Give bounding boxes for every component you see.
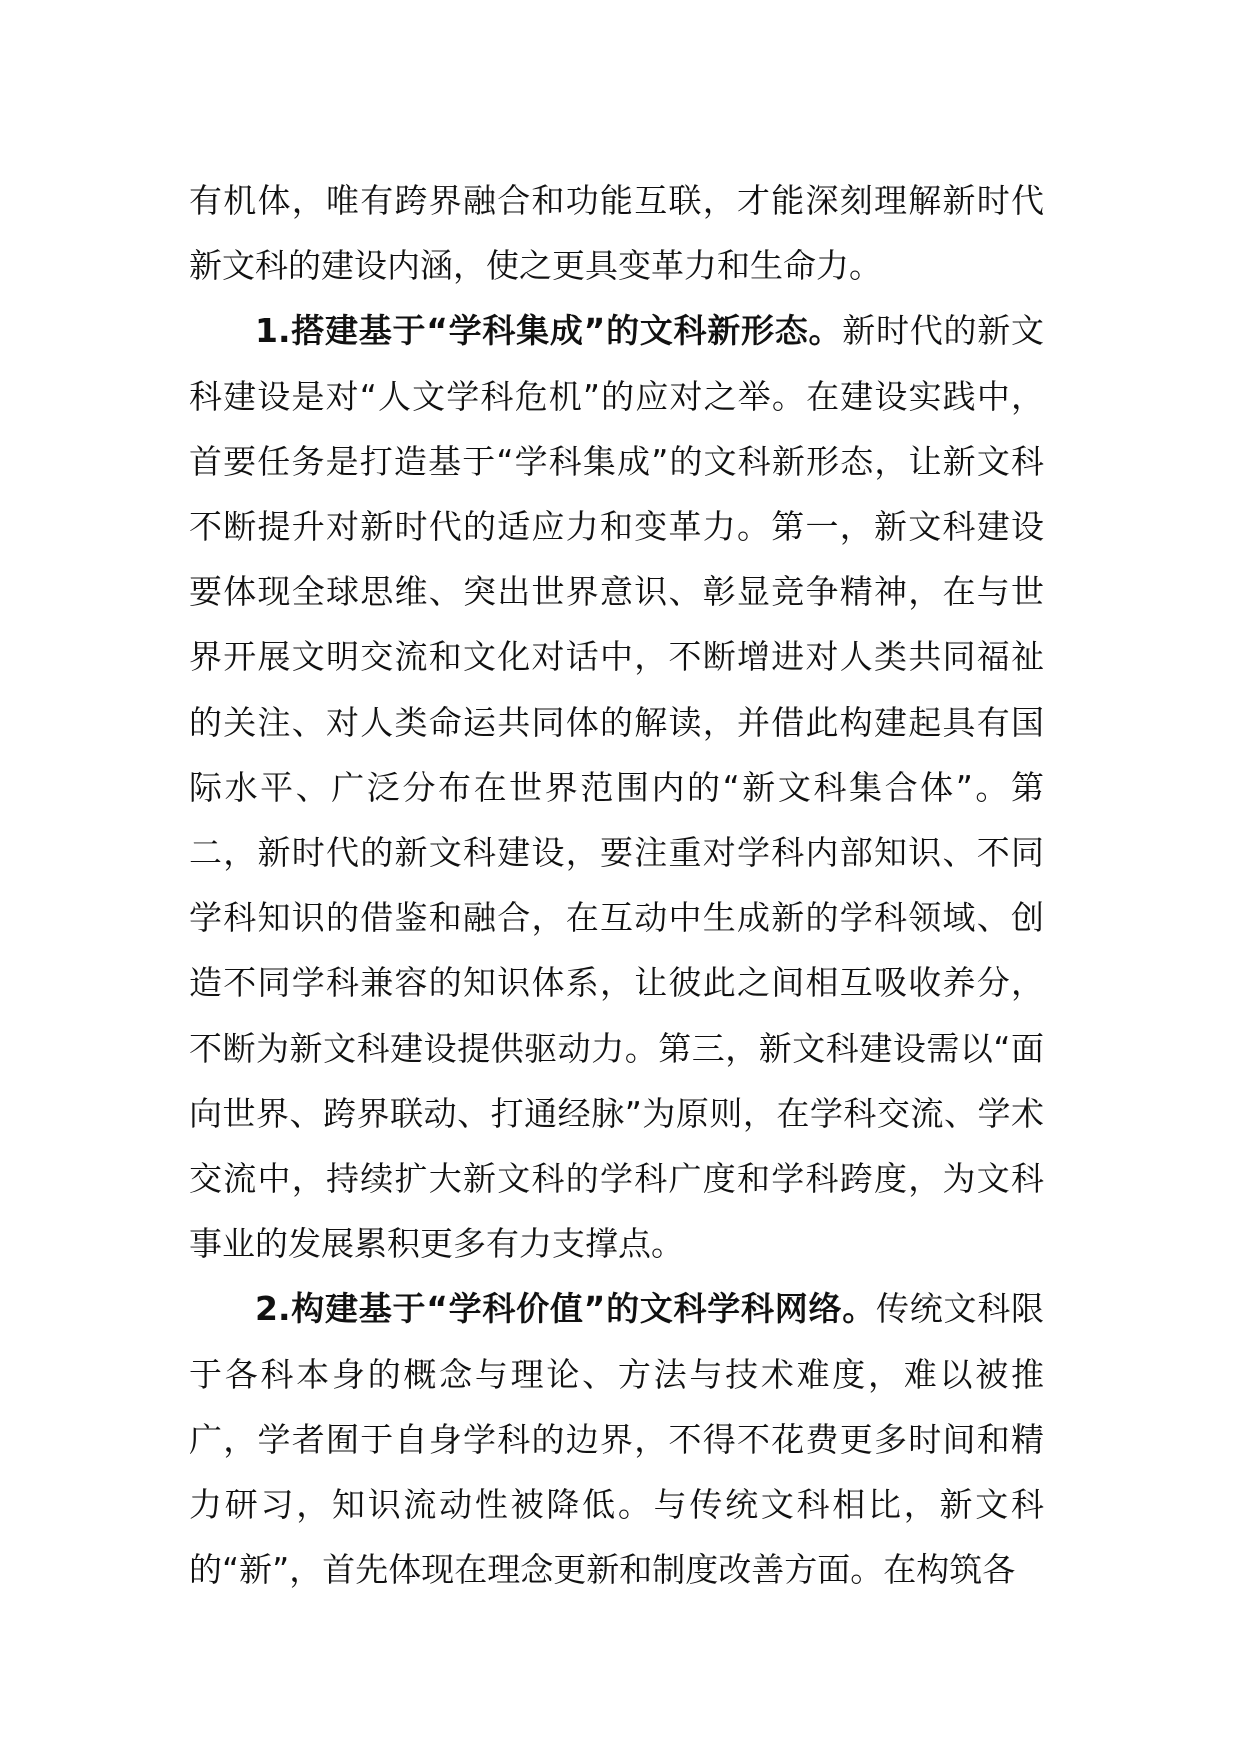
- paragraph-1-text: 有机体，唯有跨界融合和功能互联，才能深刻理解新时代新文科的建设内涵，使之更具变革力和生命力。: [189, 181, 1044, 286]
- section-heading-2: 2.构建基于“学科价值”的文科学科网络。: [255, 1289, 877, 1329]
- section-heading-1: 1.搭建基于“学科集成”的文科新形态。: [255, 311, 843, 351]
- document-body: [189, 168, 1044, 1602]
- paragraph-3: [189, 1276, 1044, 1602]
- paragraph-2-text: 新时代的新文科建设是对“人文学科危机”的应对之举。在建设实践中，首要任务是打造基于“学科集成”的文科新形态，让新文科不断提升对新时代的适应力和变革力。第一，新文科建设要体现全球思维、突出世界意识、彰显竞争精神，在与世界开展文明交流和文化对话中，不断增进对人类共同福祉的关注、对人类命运共同体的解读，并借此构建起具有国际水平、广泛分布在世界范围内的“新文科集合体”。第二，新时代的新文科建设，要注重对学科内部知识、不同学科知识的借鉴和融合，在互动中生成新的学科领域、创造不同学科兼容的知识体系，让彼此之间相互吸收养分，不断为新文科建设提供驱动力。第三，新文科建设需以“面向世界、跨界联动、打通经脉”为原则，在学科交流、学术交流中，持续扩大新文科的学科广度和学科跨度，为文科事业的发展累积更多有力支撑点。: [189, 311, 1045, 1264]
- paragraph-1: [189, 168, 1044, 298]
- paragraph-3-text: 传统文科限于各科本身的概念与理论、方法与技术难度，难以被推广，学者囿于自身学科的边界，不得不花费更多时间和精力研习，知识流动性被降低。与传统文科相比，新文科的“新”，首先体现在理念更新和制度改善方面。在构筑各: [189, 1289, 1045, 1590]
- paragraph-2: [189, 298, 1044, 1276]
